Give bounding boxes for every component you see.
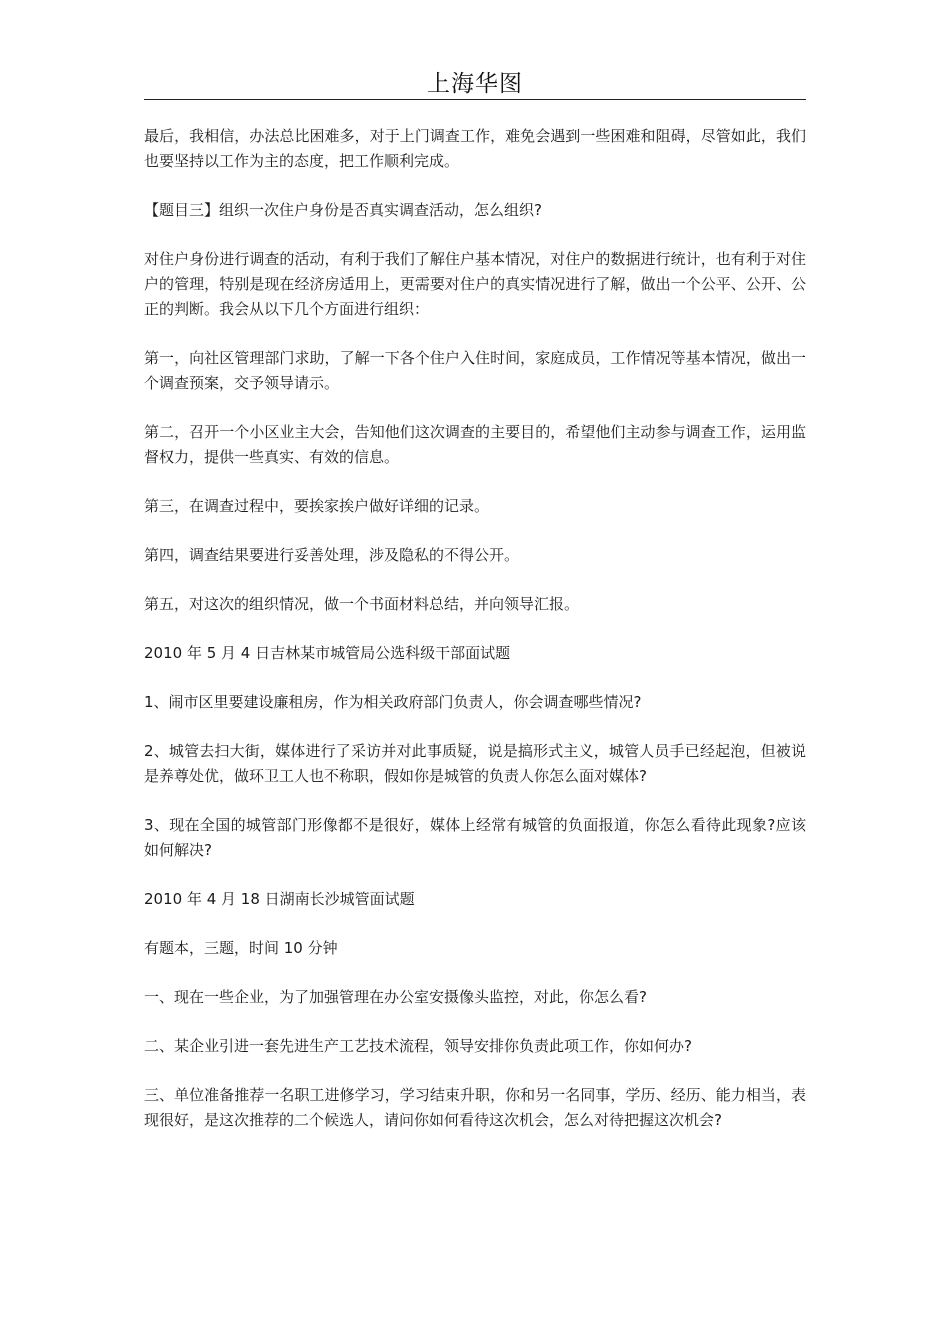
changsha-question-1: 一、现在一些企业，为了加强管理在办公室安摄像头监控，对此，你怎么看? xyxy=(144,988,647,1006)
changsha-exam-note: 有题本，三题，时间 10 分钟 xyxy=(144,939,338,957)
page-header xyxy=(144,66,806,100)
section-heading-changsha: 2010 年 4 月 18 日湖南长沙城管面试题 xyxy=(144,890,415,908)
paragraph-step-three: 第三，在调查过程中，要挨家挨户做好详细的记录。 xyxy=(144,497,490,515)
paragraph-step-two: 第二，召开一个小区业主大会，告知他们这次调查的主要目的，希望他们主动参与调查工作，运用监督权力，提供一些真实、有效的信息。 xyxy=(144,423,806,466)
paragraph-step-four: 第四，调查结果要进行妥善处理，涉及隐私的不得公开。 xyxy=(144,546,520,564)
header-title: 上海华图 xyxy=(427,71,523,97)
document-body xyxy=(144,124,806,1157)
paragraph-step-five: 第五，对这次的组织情况，做一个书面材料总结，并向领导汇报。 xyxy=(144,595,580,613)
question-three-heading: 【题目三】组织一次住户身份是否真实调查活动，怎么组织? xyxy=(144,201,542,219)
paragraph-closing-remarks: 最后，我相信，办法总比困难多，对于上门调查工作，难免会遇到一些困难和阻碍，尽管如此，我们也要坚持以工作为主的态度，把工作顺利完成。 xyxy=(144,127,806,170)
changsha-question-3: 三、单位准备推荐一名职工进修学习，学习结束升职，你和另一名同事，学历、经历、能力相当，表现很好，是这次推荐的二个候选人，请问你如何看待这次机会，怎么对待把握这次机会? xyxy=(144,1086,806,1129)
changsha-question-2: 二、某企业引进一套先进生产工艺技术流程，领导安排你负责此项工作，你如何办? xyxy=(144,1037,692,1055)
jilin-question-2: 2、城管去扫大街，媒体进行了采访并对此事质疑，说是搞形式主义，城管人员手已经起泡，但被说是养尊处优，做环卫工人也不称职，假如你是城管的负责人你怎么面对媒体? xyxy=(144,742,806,785)
section-heading-jilin: 2010 年 5 月 4 日吉林某市城管局公选科级干部面试题 xyxy=(144,644,511,662)
paragraph-step-one: 第一，向社区管理部门求助，了解一下各个住户入住时间，家庭成员，工作情况等基本情况，做出一个调查预案，交予领导请示。 xyxy=(144,349,806,392)
paragraph-intro: 对住户身份进行调查的活动，有利于我们了解住户基本情况，对住户的数据进行统计，也有利于对住户的管理，特别是现在经济房适用上，更需要对住户的真实情况进行了解，做出一个公平、公开、公正的判断。我会从以下几个方面进行组织： xyxy=(144,250,806,318)
jilin-question-3: 3、现在全国的城管部门形像都不是很好，媒体上经常有城管的负面报道，你怎么看待此现象?应该如何解决? xyxy=(144,816,806,859)
jilin-question-1: 1、闹市区里要建设廉租房，作为相关政府部门负责人，你会调查哪些情况? xyxy=(144,693,642,711)
